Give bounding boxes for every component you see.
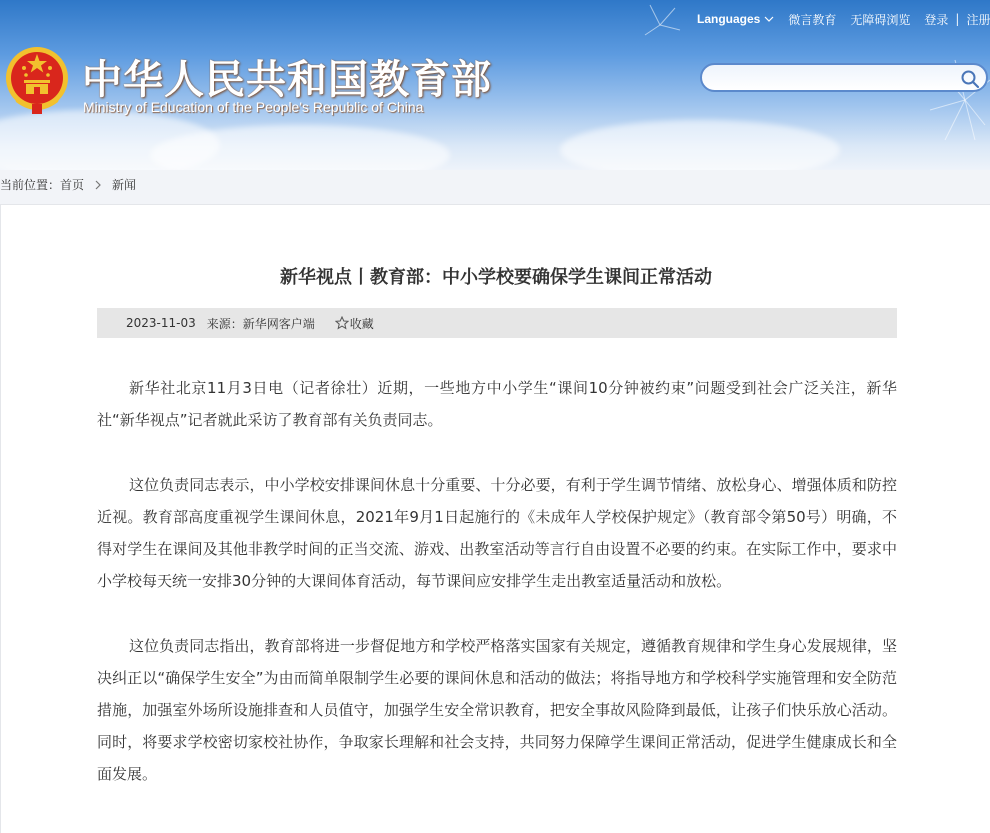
- chevron-right-icon: [94, 180, 102, 190]
- breadcrumb: [0, 176, 136, 193]
- article-paragraph: 新华社北京11月3日电（记者徐壮）近期，一些地方中小学生“课间10分钟被约束”问题受到社会广泛关注，新华社“新华视点”记者就此采访了教育部有关负责同志。: [97, 379, 897, 429]
- register-link[interactable]: 注册: [966, 12, 990, 27]
- site-title: 中华人民共和国教育部: [82, 57, 492, 103]
- article-meta-bar: [97, 308, 897, 338]
- site-header: [0, 0, 990, 170]
- article-paragraph: 这位负责同志表示，中小学校安排课间休息十分重要、十分必要，有利于学生调节情绪、放松身心、增强体质和防控近视。教育部高度重视学生课间休息，2021年9月1日起施行的《未成年人学校保护规定》（教育部令第50号）明确，不得对学生在课间及其他非教学时间的正当交流、游戏、出教室活动等言行自由设置不必要的约束。在实际工作中，要求中小学校每天统一安排30分钟的大课间体育活动，每节课间应安排学生走出教室适量活动和放松。: [97, 476, 897, 590]
- article-paragraph: 这位负责同志指出，教育部将进一步督促地方和学校严格落实国家有关规定，遵循教育规律和学生身心发展规律，坚决纠正以“确保学生安全”为由而简单限制学生必要的课间休息和活动的做法；将指导地方和学校科学实施管理和安全防范措施，加强室外场所设施排查和人员值守，加强学生安全常识教育，把安全事故风险降到最低，让孩子们快乐放心活动。同时，将要求学校密切家校社协作，争取家长理解和社会支持，共同努力保障学生课间正常活动，促进学生健康成长和全面发展。: [97, 637, 897, 783]
- weibo-link[interactable]: 微言教育: [788, 12, 837, 27]
- breadcrumb-home-link[interactable]: 首页: [60, 178, 85, 192]
- national-emblem-icon: [4, 44, 70, 116]
- breadcrumb-current[interactable]: 新闻: [112, 178, 137, 192]
- languages-label: Languages: [697, 12, 761, 26]
- article-source: 来源：新华网客户端: [206, 316, 315, 331]
- breadcrumb-prefix: 当前位置：: [0, 178, 61, 192]
- login-link[interactable]: 登录: [924, 12, 949, 27]
- search-box: [700, 63, 988, 92]
- favorite-button[interactable]: [335, 315, 374, 332]
- article-title: 新华视点丨教育部：中小学校要确保学生课间正常活动: [280, 267, 712, 288]
- article-body: [97, 372, 897, 823]
- search-input[interactable]: [714, 65, 968, 92]
- article-container: [0, 204, 990, 833]
- chevron-down-icon: [764, 16, 774, 22]
- search-icon[interactable]: [960, 69, 980, 89]
- star-icon: [335, 316, 349, 330]
- publish-date: 2023-11-03: [126, 316, 196, 330]
- top-nav: [697, 11, 990, 27]
- favorite-label: 收藏: [349, 316, 374, 331]
- accessibility-link[interactable]: 无障碍浏览: [850, 12, 911, 27]
- nav-separator: |: [955, 12, 960, 26]
- languages-dropdown[interactable]: [697, 12, 774, 26]
- site-subtitle: Ministry of Education of the People's Republic of China: [83, 99, 424, 115]
